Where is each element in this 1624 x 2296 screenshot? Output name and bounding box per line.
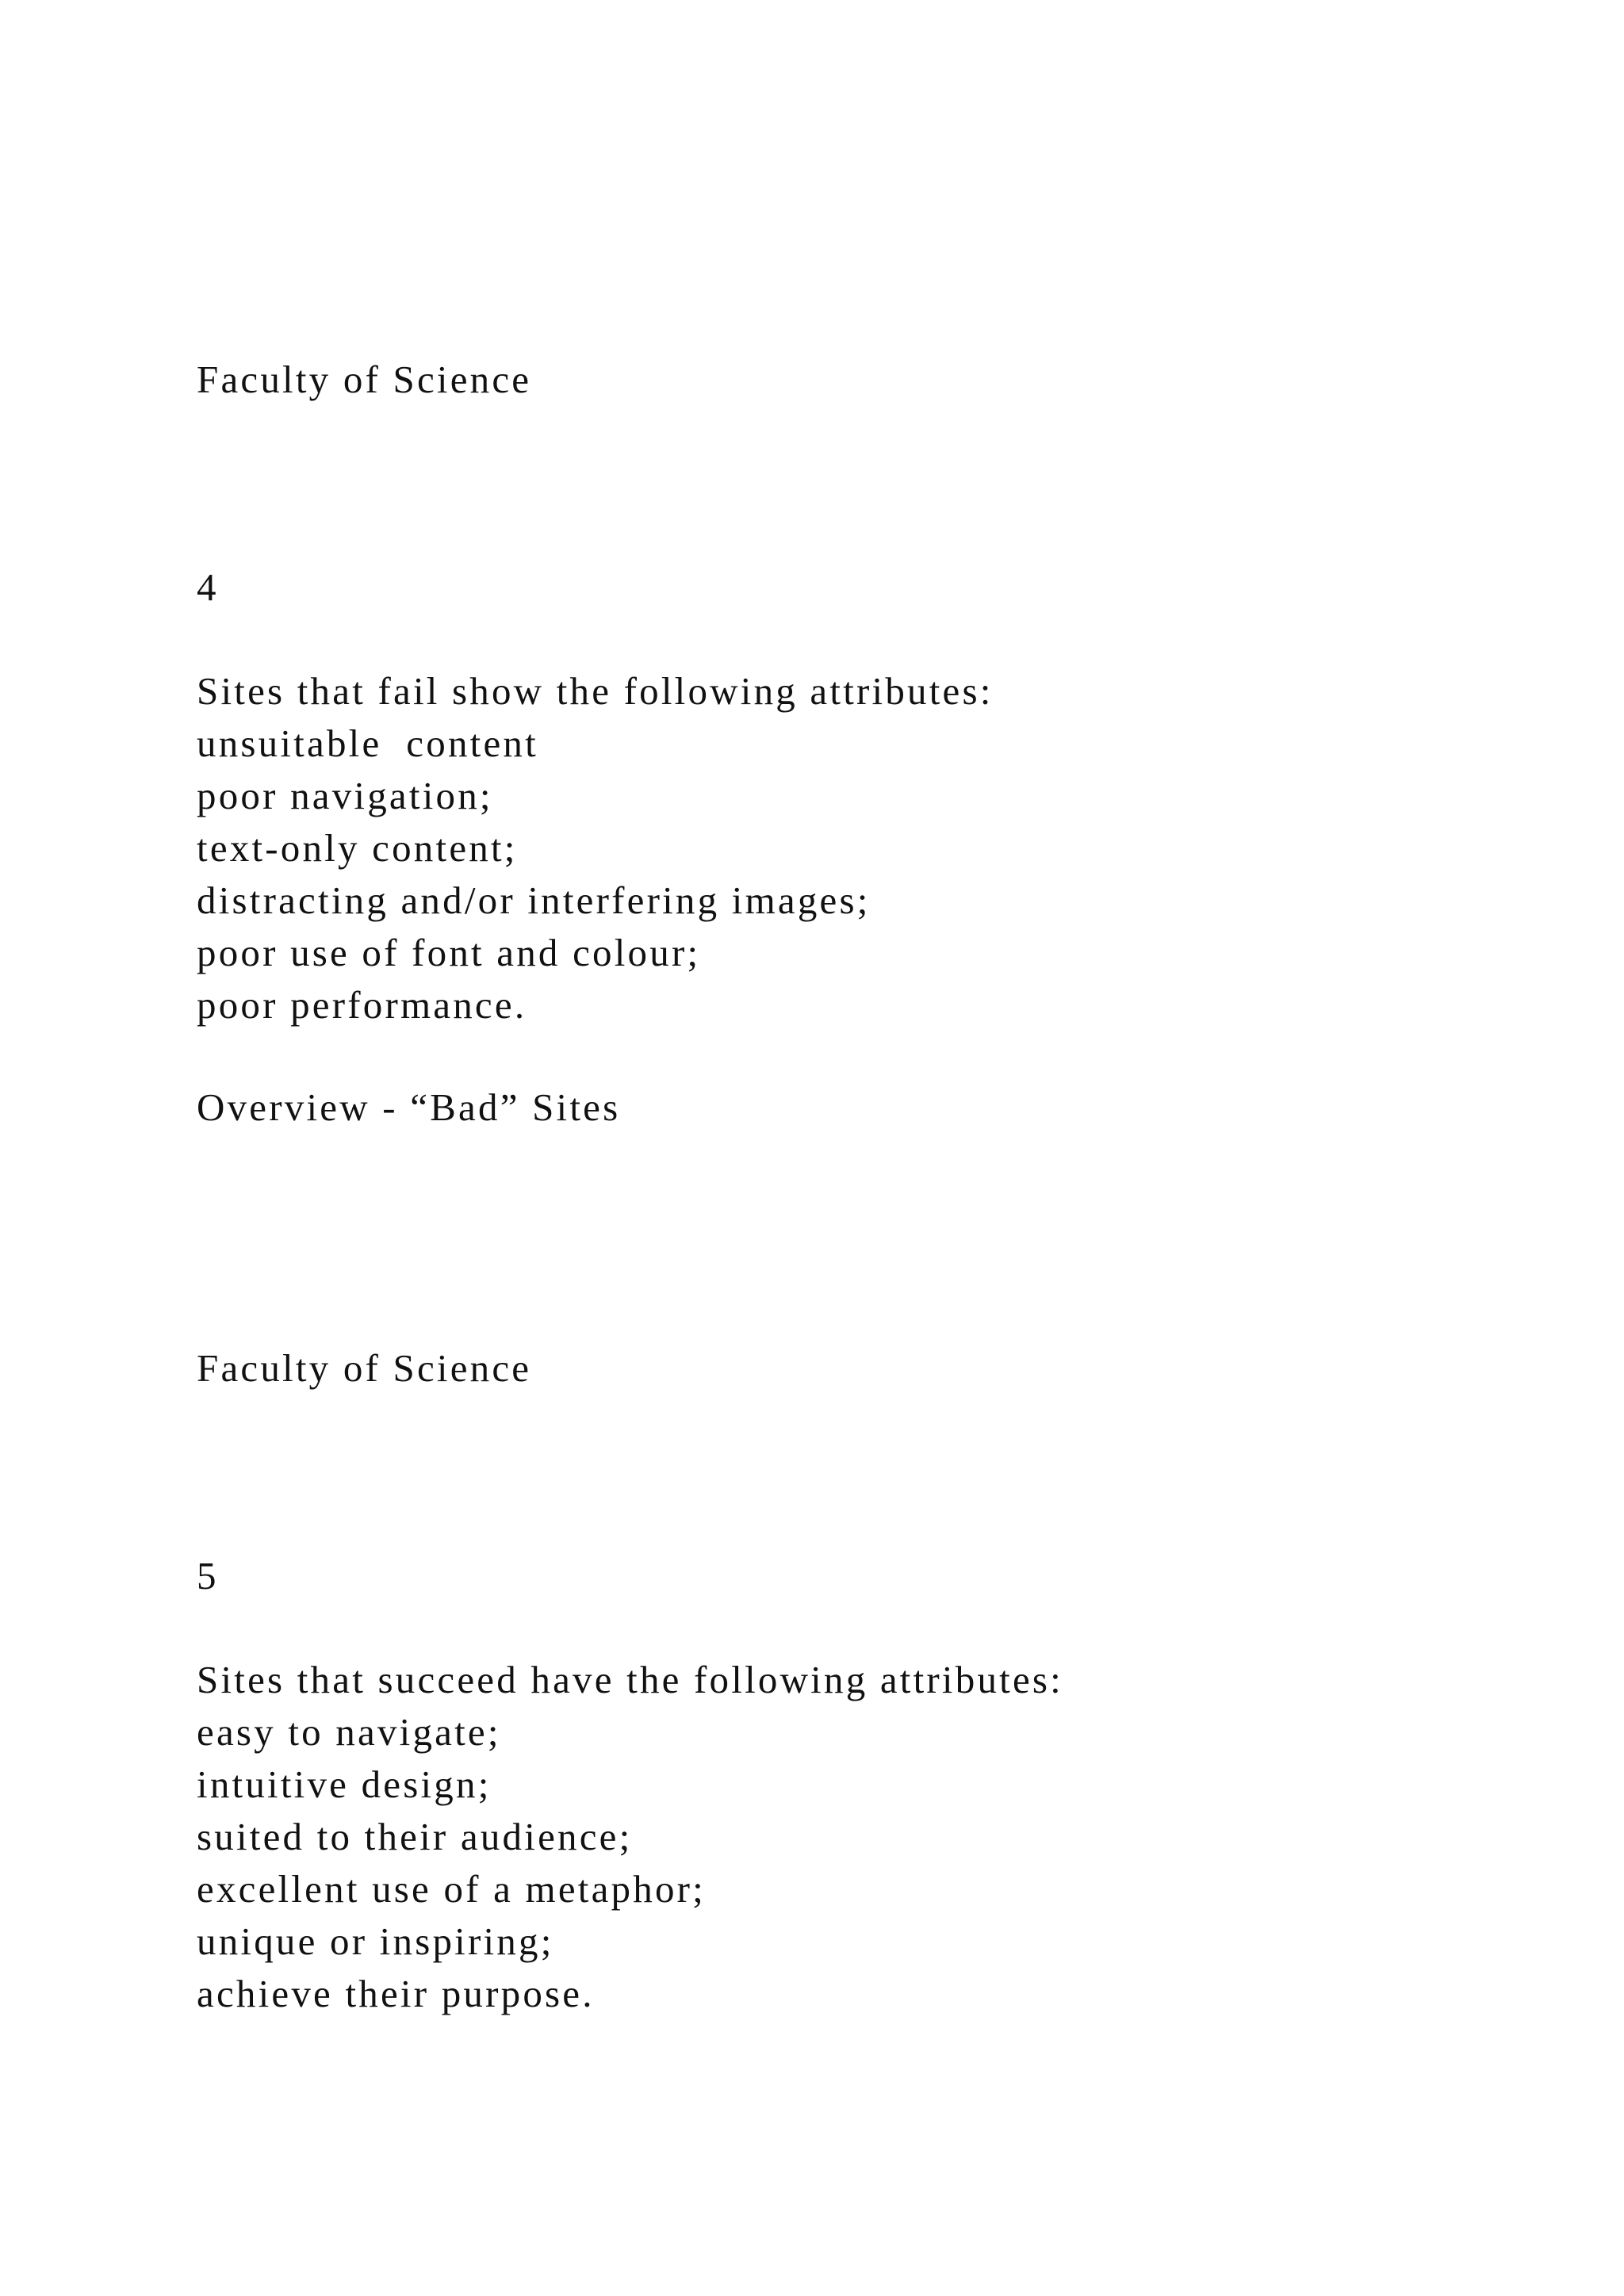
list-item: easy to navigate; xyxy=(197,1710,501,1754)
list-item: unique or inspiring; xyxy=(197,1919,554,1963)
attribute-list xyxy=(197,718,871,1031)
list-item: poor navigation; xyxy=(197,774,493,817)
faculty-heading: Faculty of Science xyxy=(197,358,532,401)
slide-number: 4 xyxy=(197,565,219,609)
list-item: achieve their purpose. xyxy=(197,1972,595,2015)
list-item: poor performance. xyxy=(197,983,527,1027)
slide-title: Overview - “Bad” Sites xyxy=(197,1085,621,1129)
intro-text: Sites that succeed have the following attributes: xyxy=(197,1658,1063,1701)
list-item: distracting and/or interfering images; xyxy=(197,878,871,922)
list-item: excellent use of a metaphor; xyxy=(197,1867,706,1911)
list-item: intuitive design; xyxy=(197,1762,492,1806)
list-item: unsuitable content xyxy=(197,721,538,765)
slide-number: 5 xyxy=(197,1554,219,1598)
list-item: suited to their audience; xyxy=(197,1815,633,1858)
list-item: poor use of font and colour; xyxy=(197,931,701,974)
attribute-list xyxy=(197,1706,706,2020)
faculty-heading: Faculty of Science xyxy=(197,1346,532,1390)
intro-text: Sites that fail show the following attributes: xyxy=(197,669,994,713)
list-item: text-only content; xyxy=(197,826,518,870)
